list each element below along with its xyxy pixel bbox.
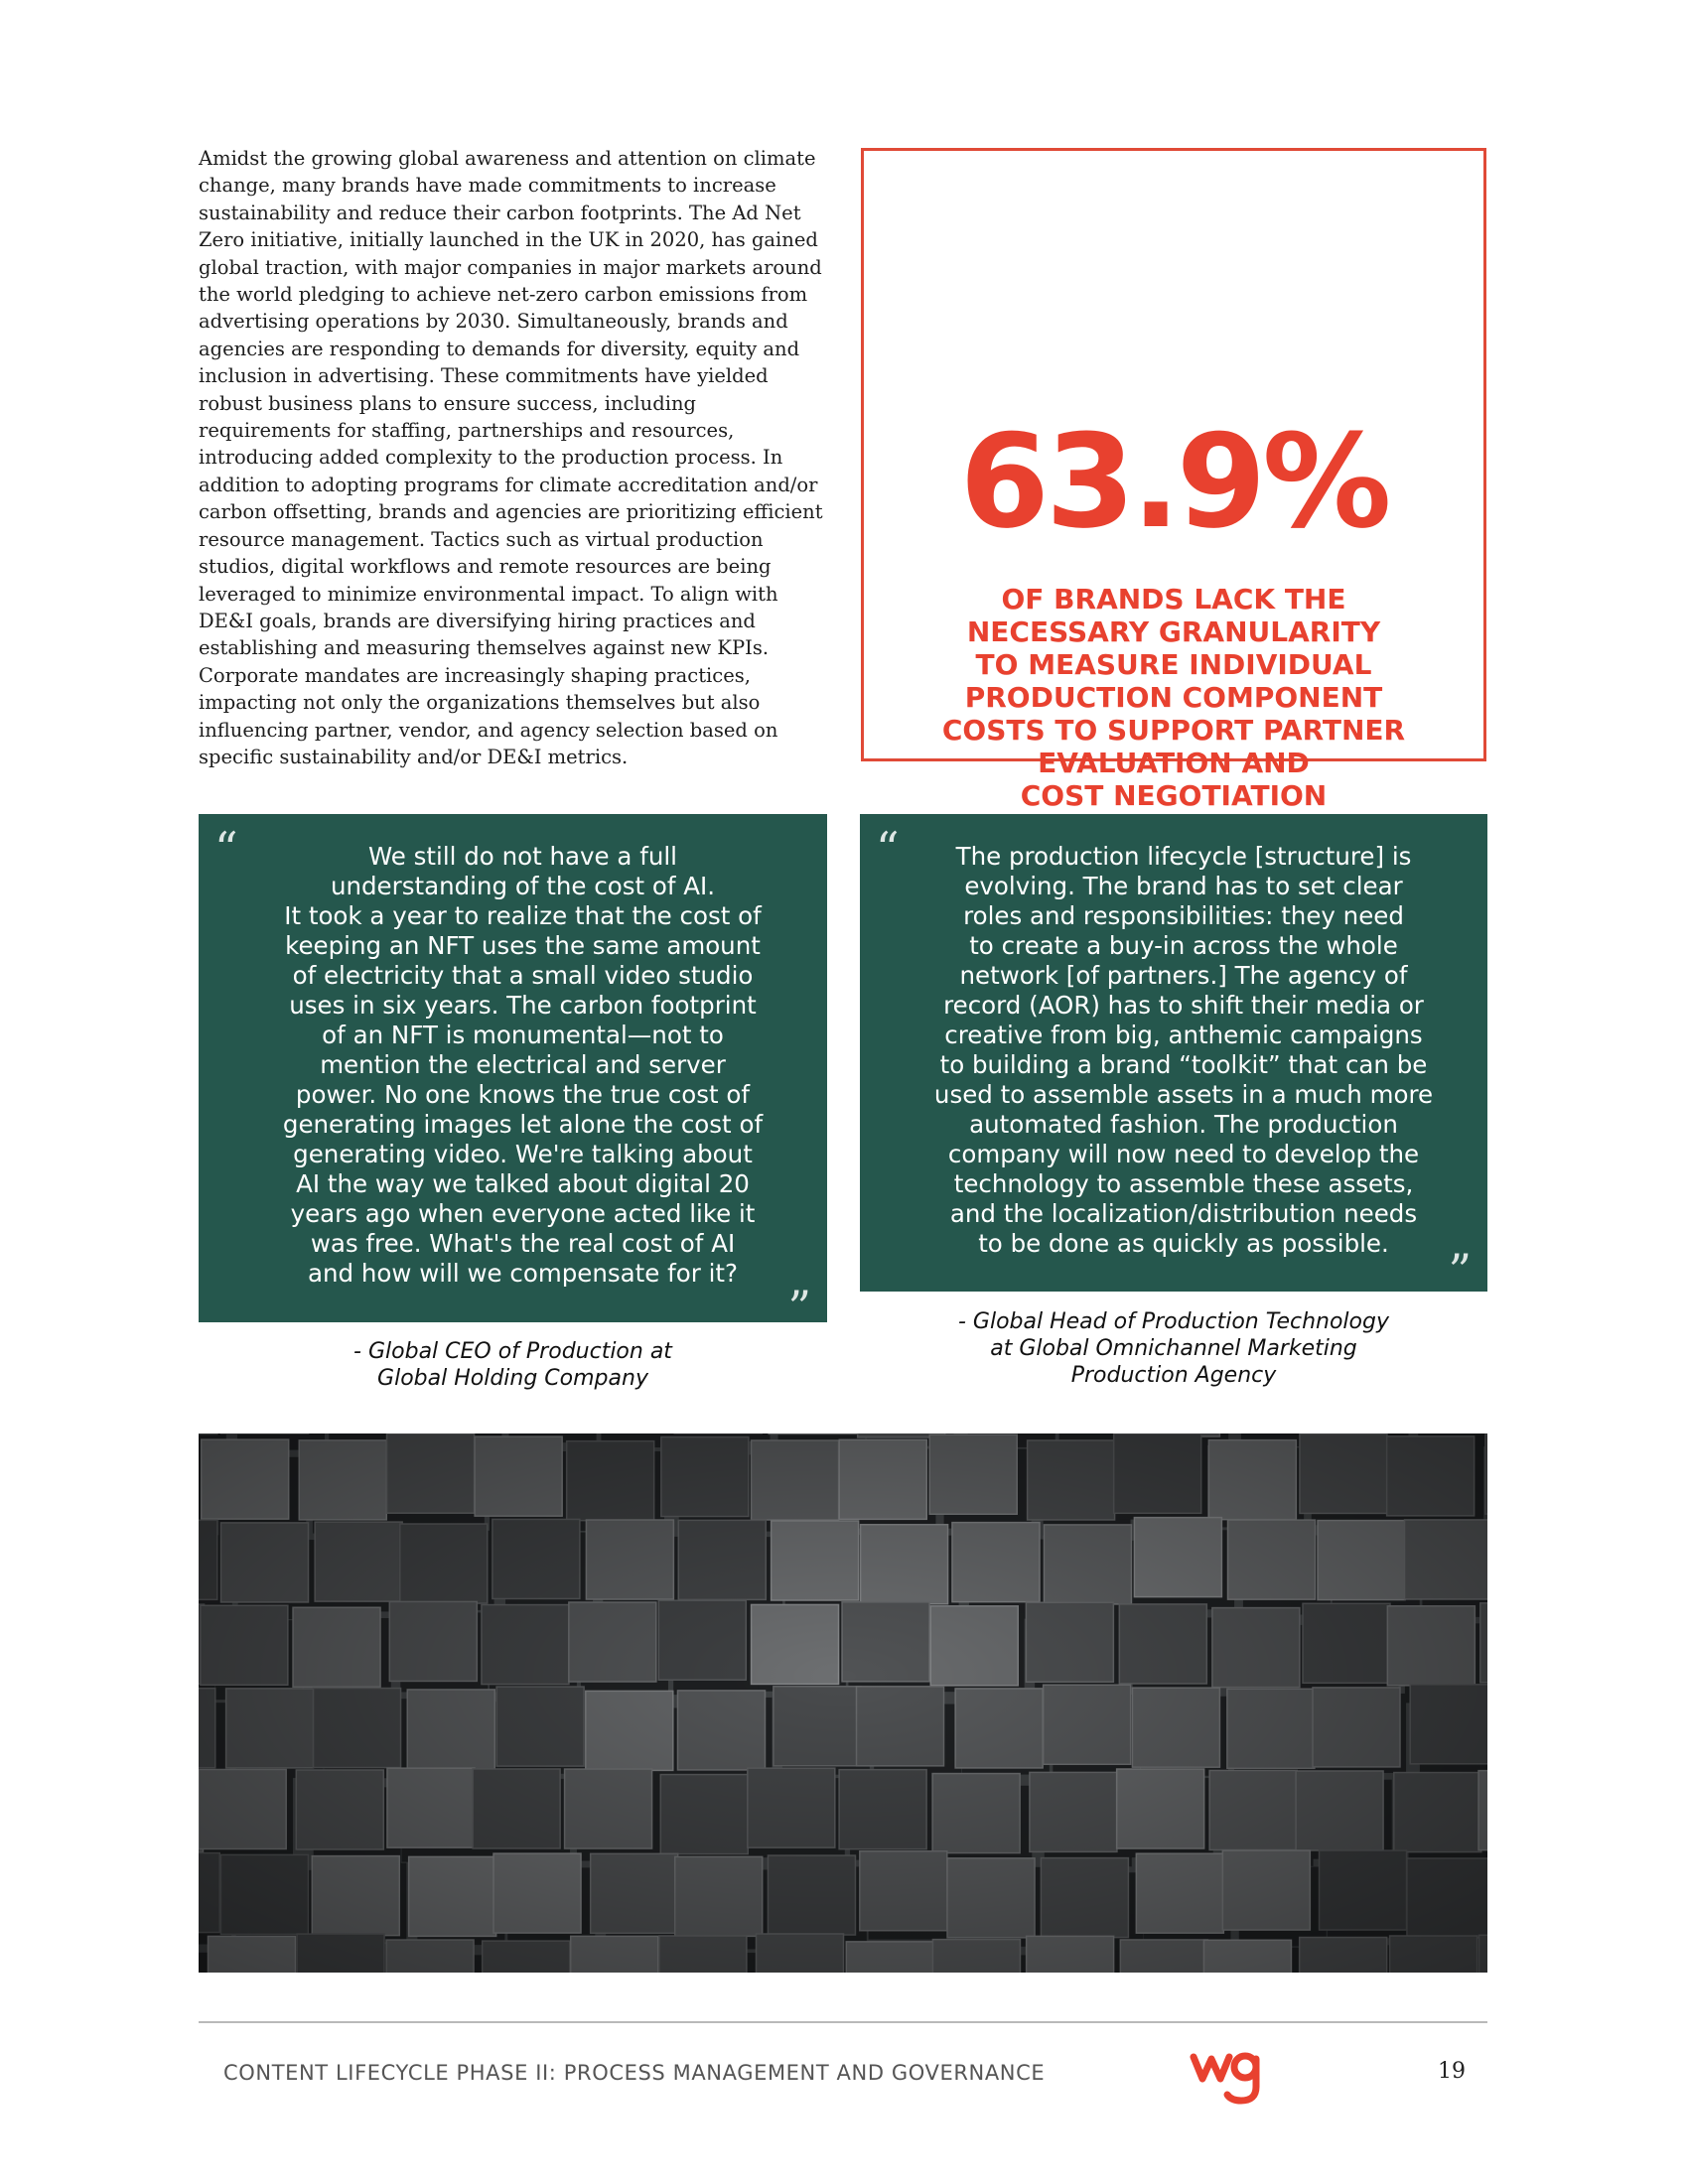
quote-attribution: - Global CEO of Production at Global Holding Company <box>353 1339 672 1391</box>
cube-wall-graphic <box>199 1433 1487 1973</box>
footer-title: CONTENT LIFECYCLE PHASE II: PROCESS MANAGEMENT AND GOVERNANCE <box>223 2061 1046 2085</box>
open-quote-mark: “ <box>876 822 900 876</box>
quote-text: We still do not have a full understanding of the cost of AI. It took a year to realize that the cost of keeping an NFT uses the same amount of electricity that a small video studio uses in six years. The carbon footprint of an NFT is monumental—not to mention the electrical and server power. No one knows the true cost of generating images let alone the cost of generating video. We're talking about AI the way we talked about digital 20 years ago when everyone acted like it was free. What's the real cost of AI and how will we compensate for it? <box>282 842 764 1288</box>
page-number: 19 <box>1438 2059 1466 2084</box>
close-quote-mark: ” <box>1448 1244 1472 1297</box>
body-paragraph: Amidst the growing global awareness and attention on climate change, many brands have made commitments to increase sustainability and reduce their carbon footprints. The Ad Net Zero initiative, initially launched in the UK in 2020, has gained global traction, with major companies in major markets around the world pledging to achieve net-zero carbon emissions from advertising operations by 2030. Simultaneously, brands and agencies are responding to demands for diversity, equity and inclusion in advertising. These commitments have yielded robust business plans to ensure success, including requirements for staffing, partnerships and resources, introducing added complexity to the production process. In addition to adopting programs for climate accreditation and/or carbon offsetting, brands and agencies are prioritizing efficient resource management. Tactics such as virtual production studios, digital workflows and remote resources are being leveraged to minimize environmental impact. To align with DE&I goals, brands are diversifying hiring practices and establishing and measuring themselves against new KPIs. Corporate mandates are increasingly shaping practices, impacting not only the organizations themselves but also influencing partner, vendor, and agency selection based on specific sustainability and/or DE&I metrics. <box>199 147 823 768</box>
close-quote-mark: ” <box>787 1281 811 1334</box>
stat-caption: OF BRANDS LACK THE NECESSARY GRANULARITY TO MEASURE INDIVIDUAL PRODUCTION COMPONENT COSTS TO SUPPORT PARTNER EVALUATION AND COST NEGOTIATION <box>941 583 1406 812</box>
quote-box-ceo <box>199 814 827 1334</box>
quote-box-production-tech <box>860 814 1487 1297</box>
quote-text: The production lifecycle [structure] is evolving. The brand has to set clear roles and responsibilities: they need to create a buy-in across the whole network [of partners.] The agency of record (AOR) has to shift their media or creative from big, anthemic campaigns to building a brand “toolkit” that can be used to assemble assets in a much more automated fashion. The production company will now need to develop the technology to assemble these assets, and the localization/distribution needs to be done as quickly as possible. <box>933 842 1434 1258</box>
stat-callout <box>861 148 1486 812</box>
wg-logo-icon <box>1190 2049 1261 2107</box>
stat-value: 63.9% <box>959 406 1388 557</box>
quote-attribution: - Global Head of Production Technology at Global Omnichannel Marketing Production Agency <box>958 1309 1389 1388</box>
footer-divider <box>199 2021 1487 2023</box>
cube-wall-image <box>199 1433 1487 1973</box>
open-quote-mark: “ <box>214 822 238 876</box>
